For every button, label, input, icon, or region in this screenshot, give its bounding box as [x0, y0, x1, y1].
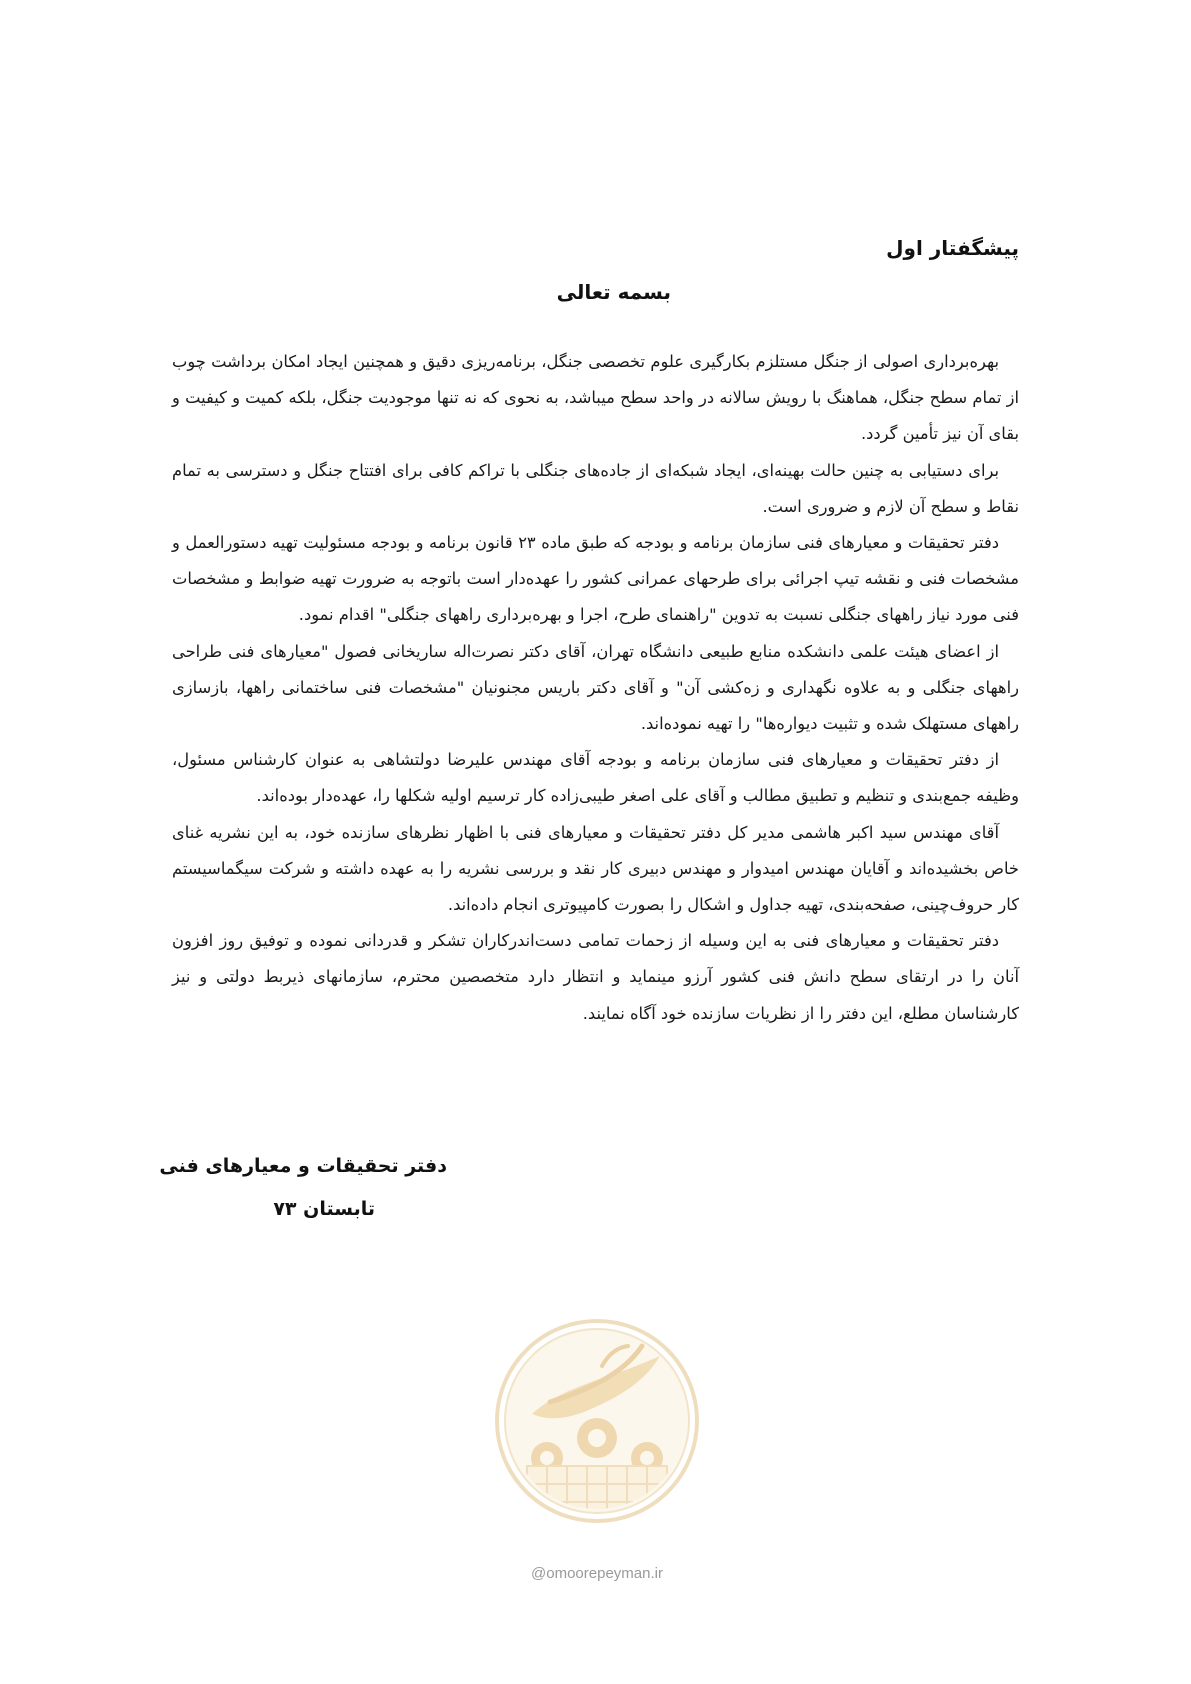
watermark-logo	[492, 1316, 702, 1564]
paragraph: از اعضای هیئت علمی دانشکده منابع طبیعی دانشگاه تهران، آقای دکتر نصرت‌اله ساریخانی فصول "معیارهای فنی طراحی راههای جنگلی و به علاوه نگهداری و زه‌کشی آن" و آقای دکتر باریس مجنونیان "مشخصات فنی ساختمانی راهها، بازسازی راههای مستهلک شده و تثبیت دیواره‌ها" را تهیه نموده‌اند.	[172, 641, 1019, 734]
bismillah-heading: بسمه تعالی	[556, 280, 671, 304]
signature-office: دفتر تحقیقات و معیارهای فنی	[159, 1155, 447, 1177]
preface-body	[172, 344, 1019, 1032]
paragraph: از دفتر تحقیقات و معیارهای فنی سازمان برنامه و بودجه آقای مهندس علیرضا دولتشاهی به عنوان کارشناس مسئول، وظیفه جمع‌بندی و تنظیم و تطبیق مطالب و آقای علی اصغر طیبی‌زاده کار ترسیم اولیه شکلها را، عهده‌دار بوده‌اند.	[172, 750, 1019, 806]
paragraph: بهره‌برداری اصولی از جنگل مستلزم بکارگیری علوم تخصصی جنگل، برنامه‌ریزی دقیق و همچنین ایجاد امکان برداشت چوب از تمام سطح جنگل، هماهنگ با رویش سالانه در واحد سطح میباشد، به نحوی که نه تنها موجودیت جنگل، بلکه کمیت و کیفیت و بقای آن نیز تأمین گردد.	[172, 352, 1019, 444]
paragraph: دفتر تحقیقات و معیارهای فنی سازمان برنامه و بودجه که طبق ماده ۲۳ قانون برنامه و بودجه مسئولیت تهیه دستورالعمل و مشخصات فنی و نقشه تیپ اجرائی برای طرحهای عمرانی کشور را عهده‌دار است باتوجه به ضرورت تهیه ضوابط و مشخصات فنی مورد نیاز راههای جنگلی نسبت به تدوین "راهنمای طرح، اجرا و بهره‌برداری راههای جنگلی" اقدام نمود.	[172, 533, 1019, 625]
paragraph: برای دستیابی به چنین حالت بهینه‌ای، ایجاد شبکه‌ای از جاده‌های جنگلی با تراکم کافی برای افتتاح جنگل و دسترسی به تمام نقاط و سطح آن لازم و ضروری است.	[172, 460, 1019, 516]
paragraph: دفتر تحقیقات و معیارهای فنی به این وسیله از زحمات تمامی دست‌اندرکاران تشکر و قدردانی نموده و توفیق روز افزون آنان را در ارتقای سطح دانش فنی کشور آرزو مینماید و انتظار دارد متخصصین محترم، سازمانهای ذیربط دولتی و نیز کارشناسان مطلع، این دفتر را از نظریات سازنده خود آگاه نمایند.	[172, 931, 1019, 1023]
signature-date: تابستان ۷۳	[273, 1198, 375, 1220]
watermark-site: @omoorepeyman.ir	[531, 1565, 663, 1582]
preface-heading: پیشگفتار اول	[886, 236, 1019, 260]
paragraph: آقای مهندس سید اکبر هاشمی مدیر کل دفتر تحقیقات و معیارهای فنی با اظهار نظرهای سازنده خود، به این نشریه غنای خاص بخشیده‌اند و آقایان مهندس امیدوار و مهندس دبیری کار نقد و بررسی نشریه را به عهده داشته و شرکت سیگماسیستم کار حروف‌چینی، صفحه‌بندی، تهیه جداول و اشکال را بصورت کامپیوتری انجام داده‌اند.	[172, 822, 1019, 915]
